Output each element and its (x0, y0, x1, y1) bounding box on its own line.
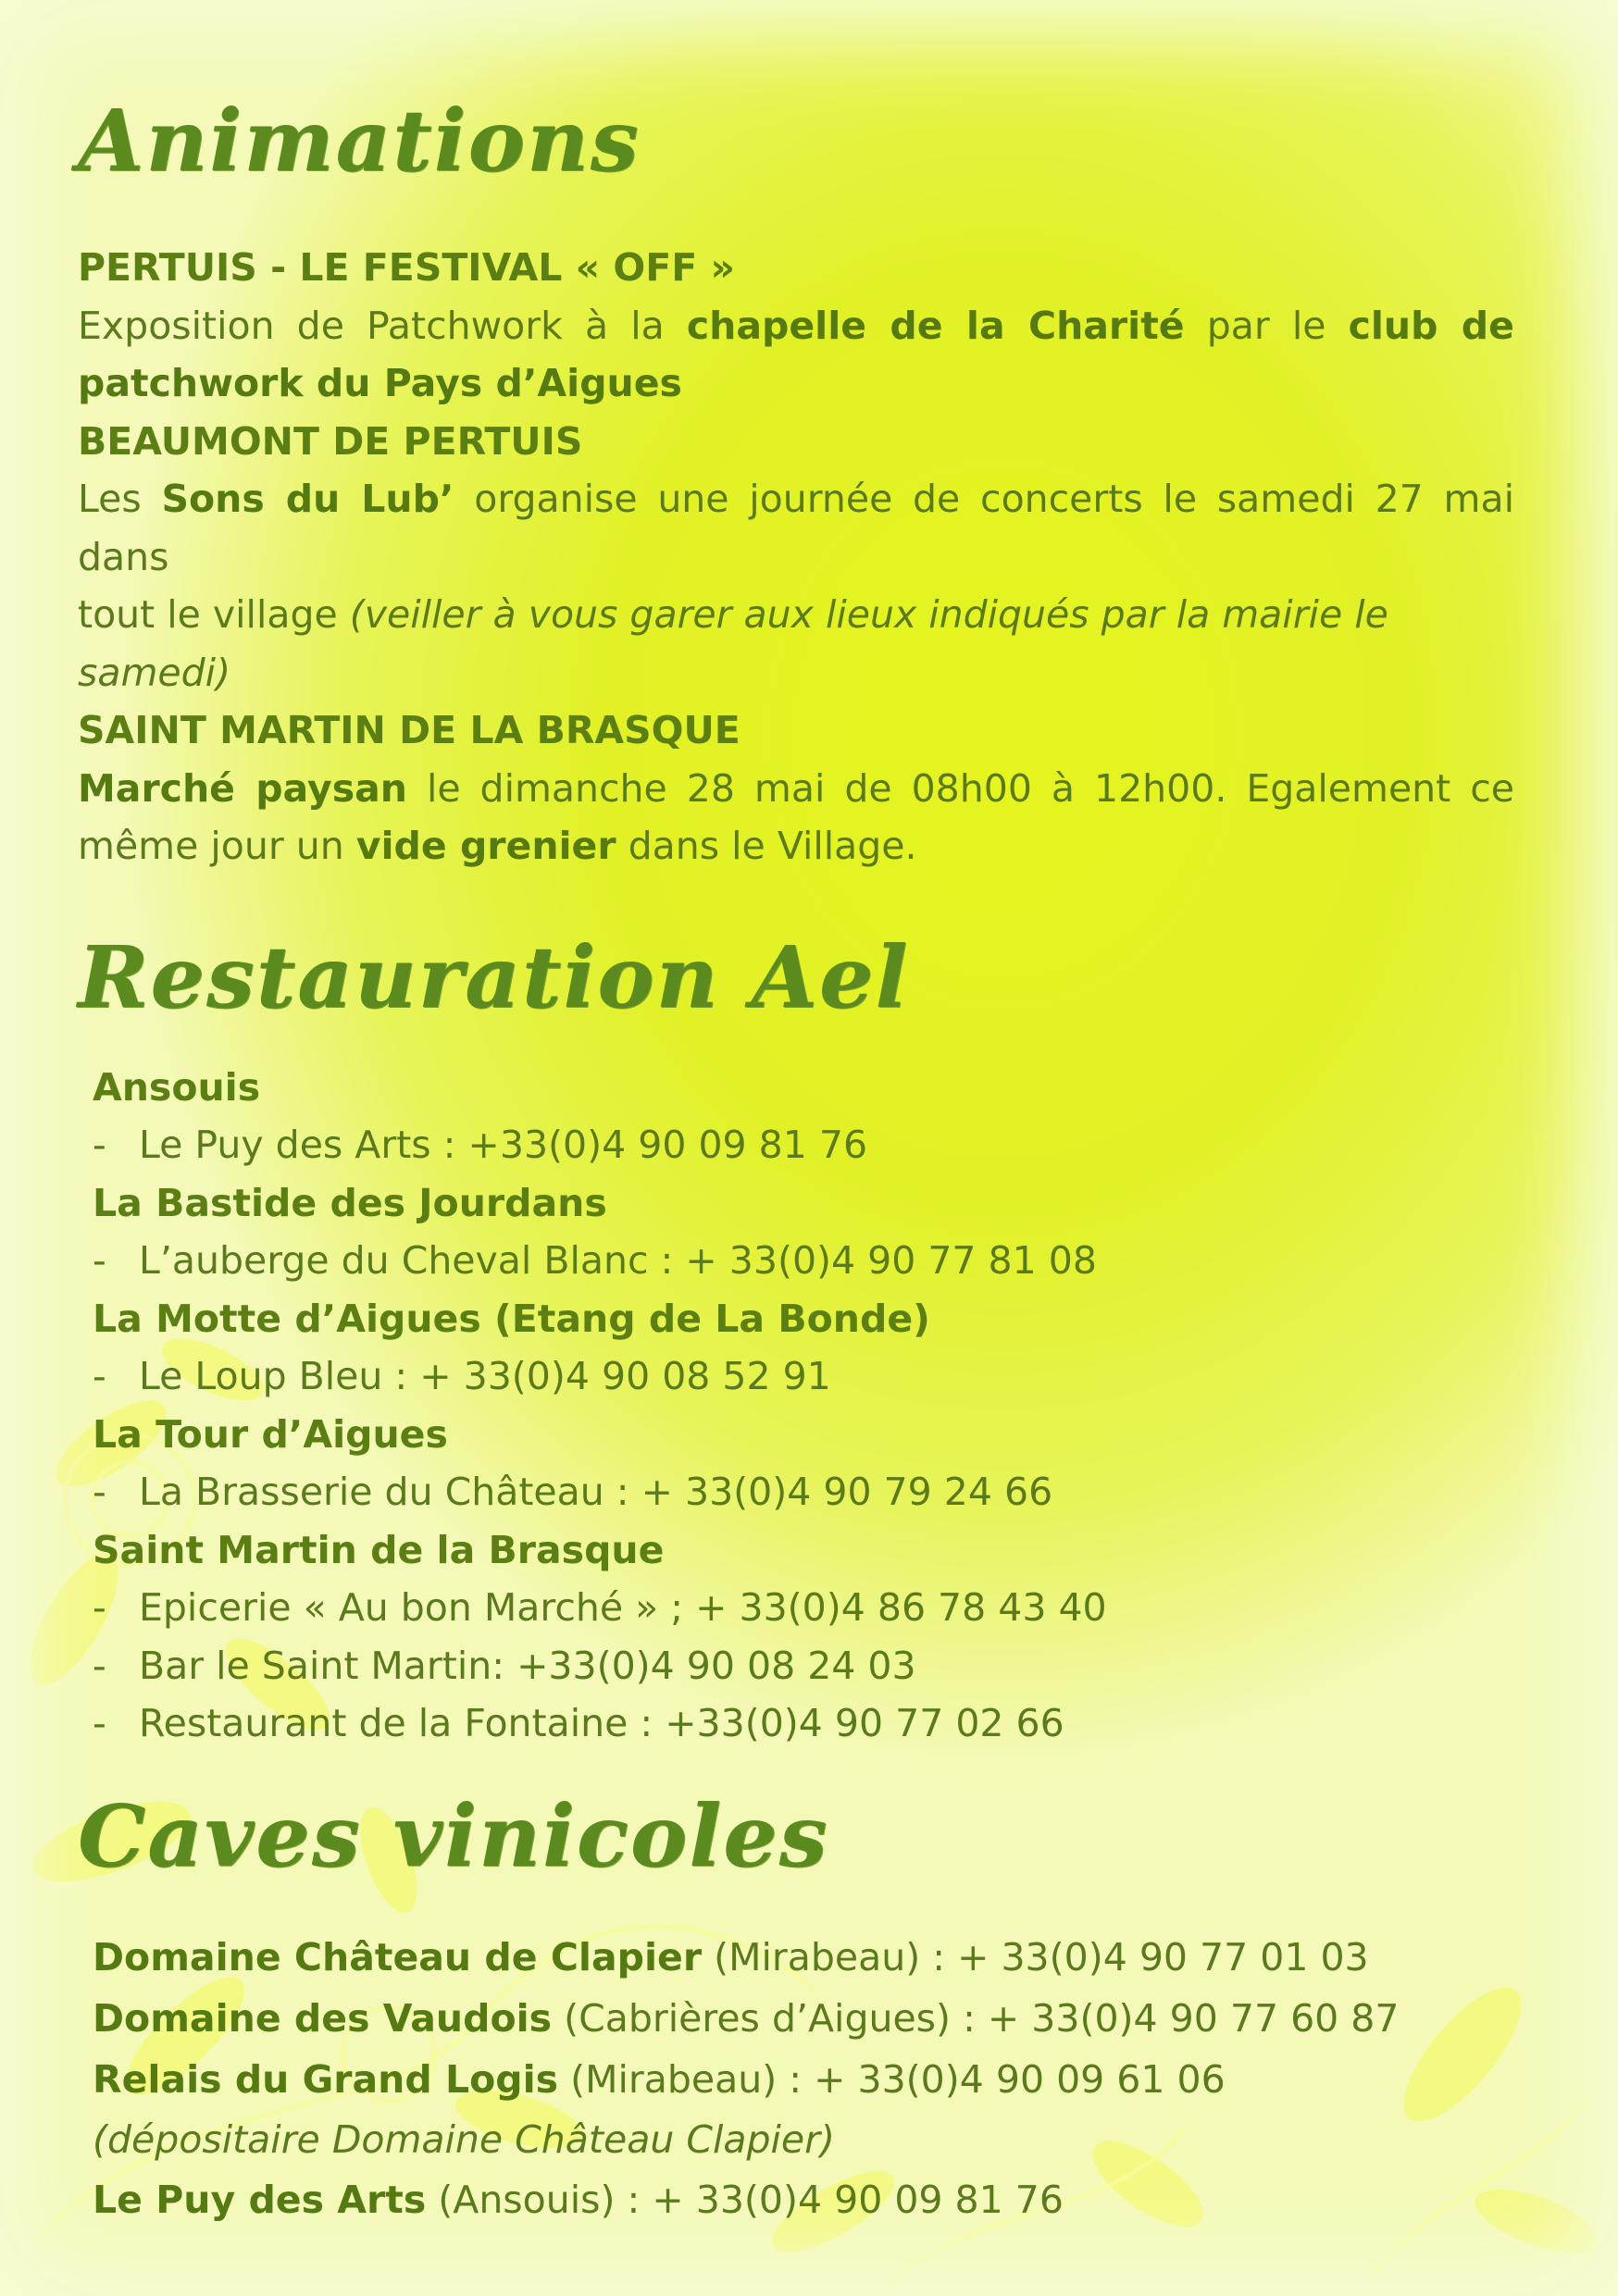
paragraph-saint-martin-2: même jour un vide grenier dans le Village. (78, 824, 917, 868)
bullet-dash: - (93, 1238, 106, 1283)
restaurant-entry: Le Puy des Arts : +33(0)4 90 09 81 76 (139, 1123, 868, 1167)
restaurant-list (78, 1059, 1514, 1753)
bullet-dash: - (93, 1585, 106, 1630)
bullet-dash: - (93, 1354, 106, 1398)
restaurant-item (93, 1116, 1514, 1174)
wine-cellar-entry (93, 1927, 1514, 1988)
heading-beaumont: BEAUMONT DE PERTUIS (78, 418, 583, 464)
wine-cellar-detail: (Mirabeau) : + 33(0)4 90 77 01 03 (714, 1934, 1369, 1980)
wine-cellar-name: Domaine des Vaudois (93, 1995, 553, 2041)
restaurant-entry: L’auberge du Cheval Blanc : + 33(0)4 90 77 81 08 (139, 1238, 1097, 1283)
town-heading: Ansouis (93, 1064, 261, 1110)
paragraph-saint-martin-1: Marché paysan le dimanche 28 mai de 08h00 à 12h00. Egalement ce (78, 765, 1514, 811)
wine-cellar-entry (93, 2049, 1514, 2110)
restaurant-item (93, 1347, 1514, 1406)
paragraph-pertuis-1: Exposition de Patchwork à la chapelle de la Charité par le club de (78, 303, 1514, 348)
restaurant-entry: Bar le Saint Martin: +33(0)4 90 08 24 03 (139, 1643, 916, 1688)
wine-cellar-name: Domaine Château de Clapier (93, 1934, 703, 1980)
wine-cellar-entry (93, 1988, 1514, 2049)
restaurant-item (93, 1463, 1514, 1521)
bullet-dash: - (93, 1123, 106, 1167)
restaurant-item (93, 1232, 1514, 1290)
heading-saint-martin: SAINT MARTIN DE LA BRASQUE (78, 708, 741, 752)
wine-cellar-detail: (Mirabeau) : + 33(0)4 90 09 61 06 (570, 2056, 1226, 2102)
heading-pertuis: PERTUIS - LE FESTIVAL « OFF » (78, 245, 736, 290)
wine-cellar-entry: Le Puy des Arts (Ansouis) : + 33(0)4 90 09 81 76 (93, 2177, 1064, 2222)
paragraph-beaumont-2: tout le village (veiller à vous garer aux lieux indiqués par la mairie le samedi) (78, 592, 1388, 695)
title-caves: Caves vinicoles (78, 1785, 829, 1886)
wine-cellar-entries (93, 1927, 1514, 2110)
restaurant-item (93, 1637, 1514, 1695)
title-animations: Animations (78, 91, 641, 191)
paragraph-pertuis-2: patchwork du Pays d’Aigues (78, 361, 682, 405)
bullet-dash: - (93, 1701, 106, 1745)
restaurant-entry: Restaurant de la Fontaine : +33(0)4 90 77 02 66 (139, 1701, 1064, 1745)
restaurant-item (93, 1694, 1514, 1753)
wine-cellar-list (78, 1927, 1514, 2230)
animations-section (78, 239, 1514, 875)
document-content (78, 74, 1514, 2230)
restaurant-entry: Epicerie « Au bon Marché » ; + 33(0)4 86 78 43 40 (139, 1585, 1107, 1630)
restaurant-item (93, 1579, 1514, 1637)
paragraph-beaumont-1: Les Sons du Lub’ organise une journée de concerts le samedi 27 mai dans (78, 477, 1514, 579)
town-heading: La Tour d’Aigues (93, 1411, 448, 1457)
town-heading: Saint Martin de la Brasque (93, 1527, 665, 1572)
restaurant-entry: Le Loup Bleu : + 33(0)4 90 08 52 91 (139, 1354, 831, 1398)
wine-cellar-detail: (Cabrières d’Aigues) : + 33(0)4 90 77 60 87 (564, 1995, 1400, 2041)
title-restauration: Restauration Ael (78, 926, 910, 1027)
wine-cellar-name: Relais du Grand Logis (93, 2056, 559, 2102)
wine-note: (dépositaire Domaine Château Clapier) (93, 2116, 835, 2162)
bullet-dash: - (93, 1470, 106, 1514)
town-heading: La Bastide des Jourdans (93, 1180, 607, 1225)
town-heading: La Motte d’Aigues (Etang de La Bonde) (93, 1296, 930, 1341)
restaurant-entry: La Brasserie du Château : + 33(0)4 90 79 24 66 (139, 1470, 1053, 1514)
bullet-dash: - (93, 1643, 106, 1688)
